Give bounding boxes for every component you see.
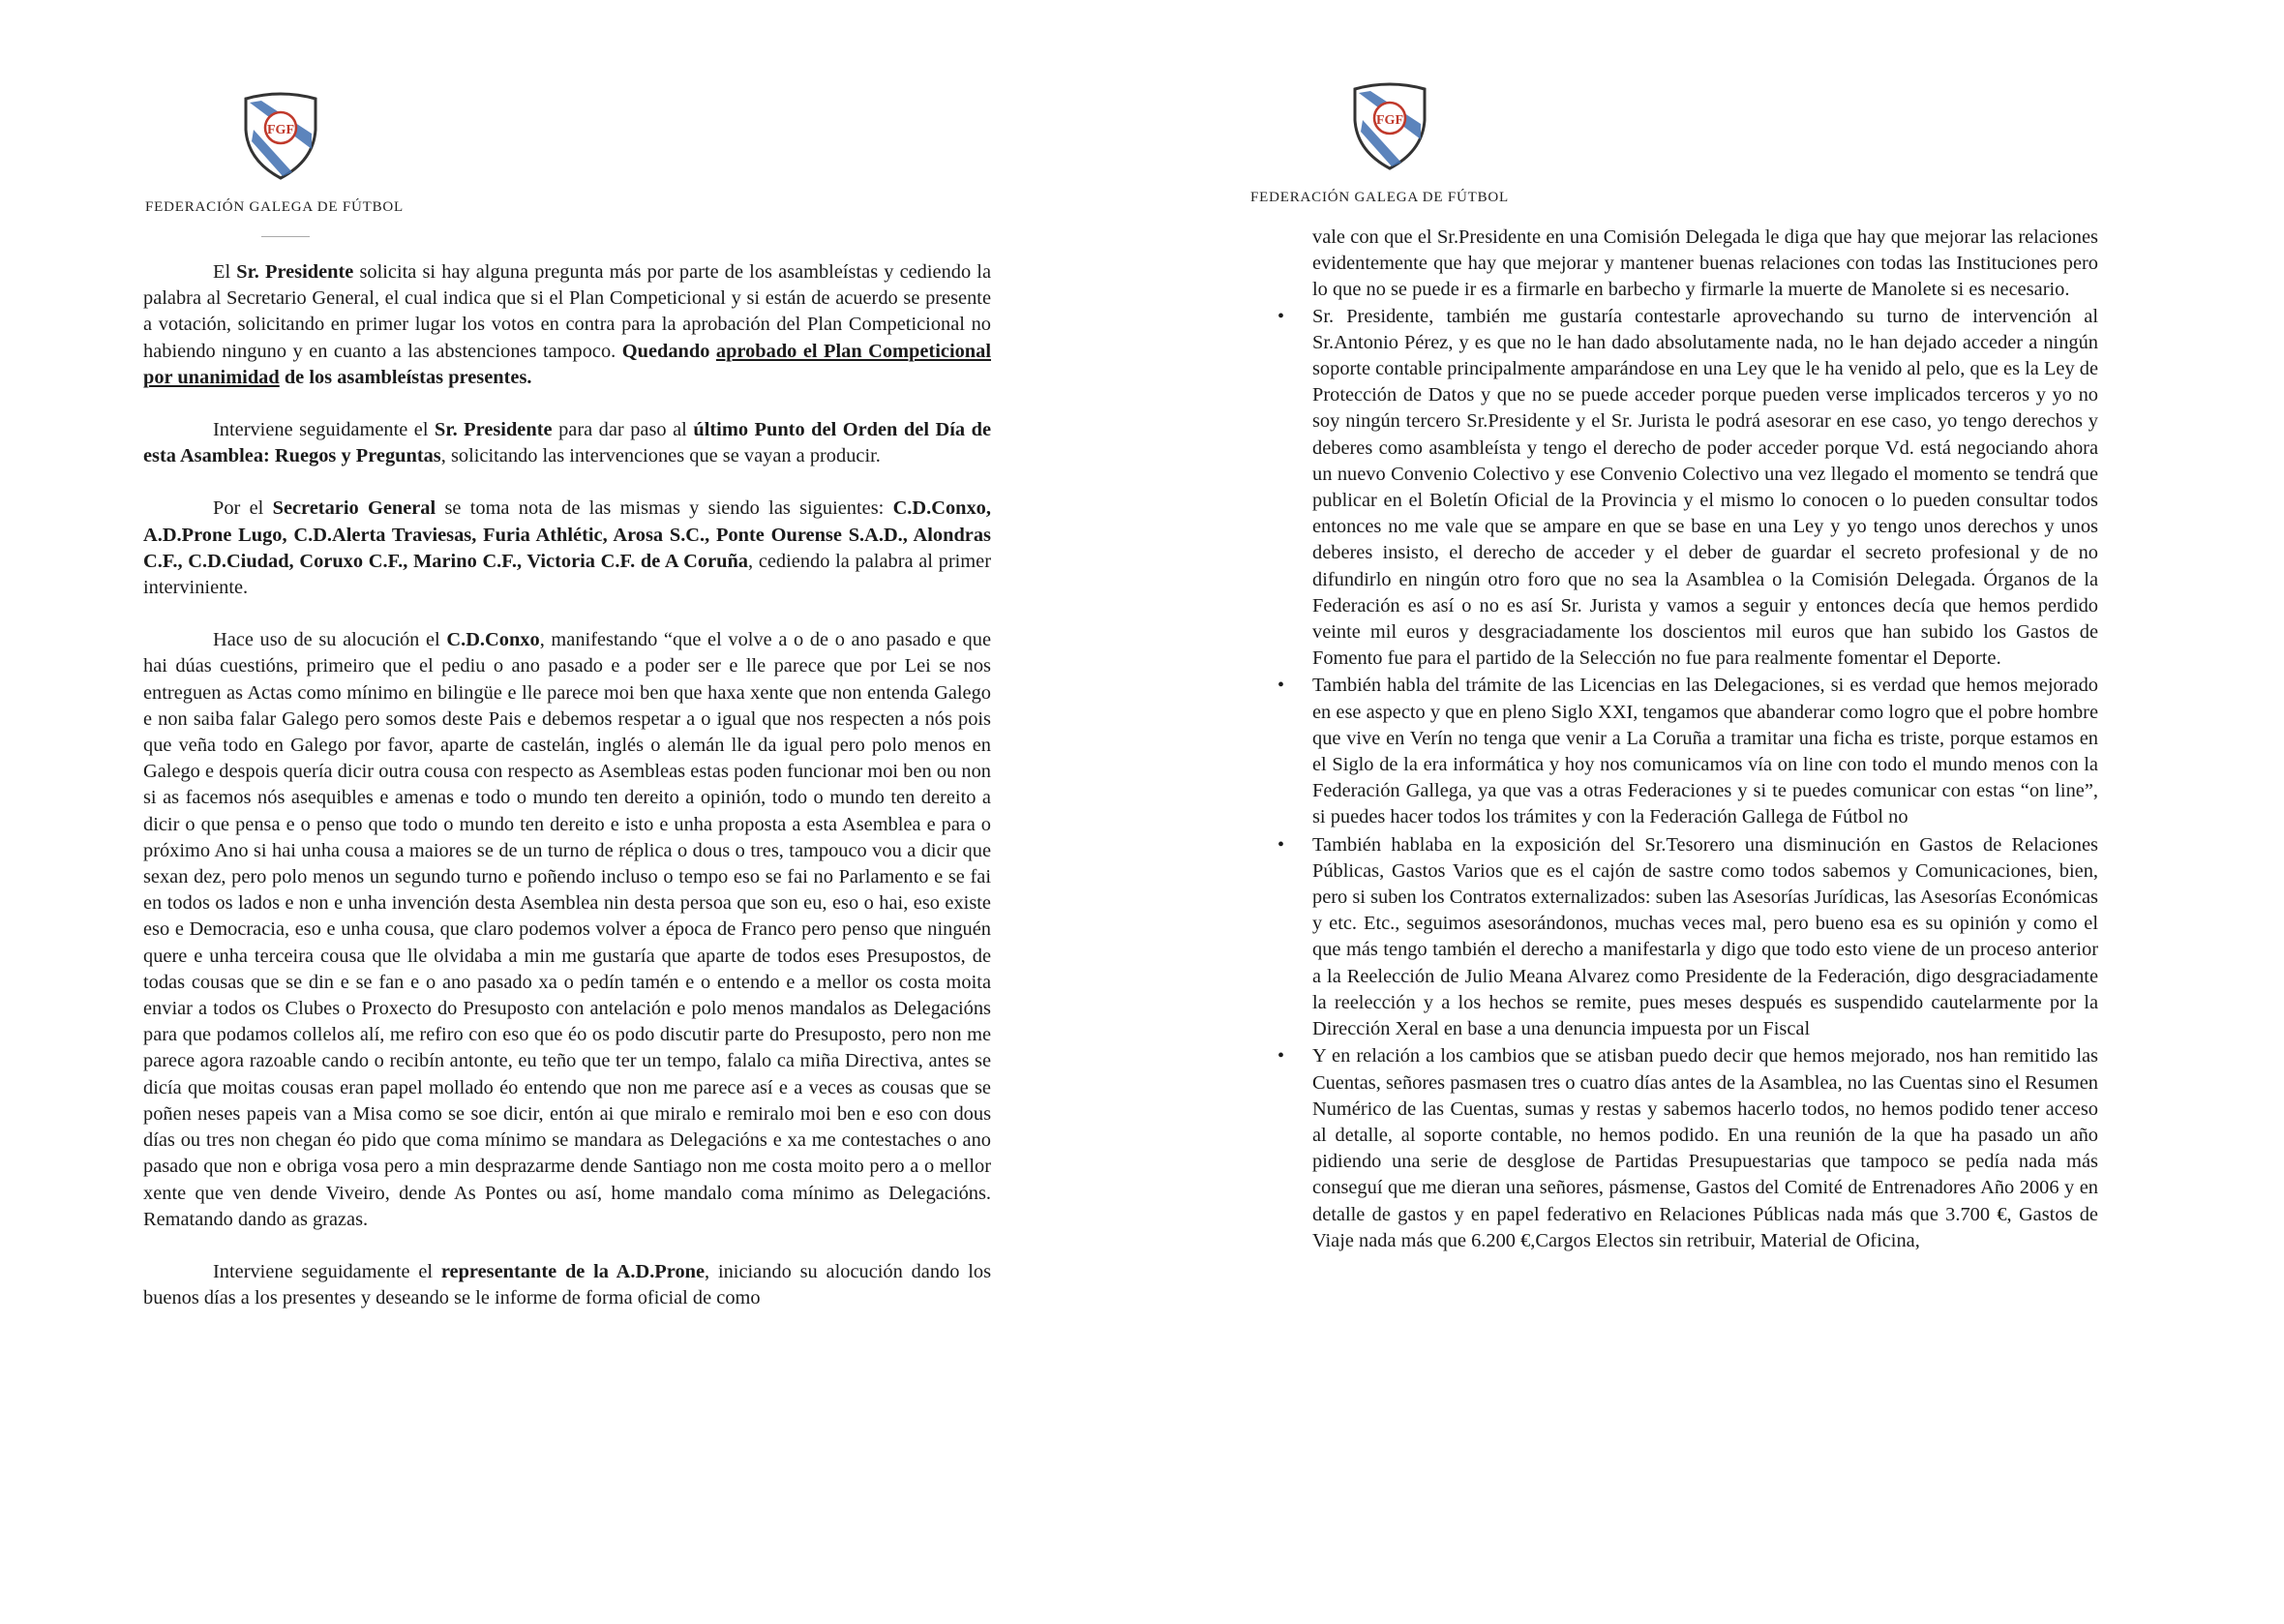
svg-text:FGF: FGF [267, 123, 294, 137]
bullet-icon: • [1277, 1045, 1285, 1068]
paragraph-ruegos-preguntas [143, 417, 991, 469]
shield-icon [1349, 81, 1430, 172]
bullet-icon: • [1277, 675, 1285, 697]
text: Interviene seguidamente el [213, 1260, 441, 1282]
list-item [1277, 673, 2098, 830]
text: Por el [213, 497, 273, 520]
bold-text: C.D.Conxo, A.D.Prone Lugo, C.D.Alerta Traviesas, Furia Athlétic, Arosa S.C., Ponte Ourense S.A.D., Alondras C.F., C.D.Ciudad, Coruxo C.F., Marino C.F., Victoria C.F. de A Coruña [143, 497, 991, 572]
list-item [1277, 304, 2098, 673]
bold-text: Quedando [621, 340, 716, 362]
text: , solicitando las intervenciones que se vayan a producir. [440, 445, 881, 467]
text: , manifestando “que el volve a o de o ano pasado e que hai dúas cuestións, primeiro que el pediu o ano pasado e a poder ser e lle parece que por Lei se nos entreguen as Actas como mínimo en bilingüe e lle parece moi ben que haxa xente que non entenda Galego e non saiba falar Galego pero somos deste Pais e debemos respetar a o igual que nos respecten a nós pois que veña todo en Galego por favor, aparte de castelán, inglés o alemán lle da igual pero polo menos en Galego e despois quería dicir outra cousa con respecto as Asembleas estas poden funcionar moi ben ou non si as facemos nós asequibles e amenas e todo o mundo ten dereito a opinión, todo o mundo ten dereito a dicir o que pensa e o penso que todo o mundo ten dereito e isto e unha proposta a esta Asemblea e para o próximo Ano si hai unha cousa a maiores se de un turno de réplica o dous o tres, tampouco vou a dicir que sexan dez, pero polo menos un segundo turno e poñendo incluso o tempo eso se fai no Parlamento e se fai en todos os lados e non e unha invención desta Asemblea nin desta persoa que son eu, eso o hai, eso existe eso e Democracia, eso e unha cousa, que claro podemos volver a época de Franco pero penso que ninguén quere e unha terceira cousa que lle olvidaba a min me gustaría que aparte de todos eses Presupostos, de todas cousas que se din e se fan e o ano pasado xa o pedín tamén e o entendo e a mellor os costa moita enviar a todos os Clubes o Proxecto do Presuposto con antelación e polo menos mandalos as Delegacións para que podamos collelos alí, me refiro con eso que éo os podo discutir parte do Presuposto, pero non me parece agora razoable cando o recibín antonte, eu teño que ter un tempo, falalo ca miña Directiva, antes se dicía que moitas cousas eran papel mollado éo entendo que non me parece así e a veces as cousas que se poñen neses papeis van a Misa como se soe dicir, entón ai que miralo e remiralo moi ben e eso con dous días ou tres non chegan éo pido que coma mínimo se mandara as Delegacións e xa me contestaches o ano pasado que non e obriga vosa pero a min desprazarme dende Santiago non me costa moito pero a o mellor xente que ven dende Viveiro, dende As Pontes ou así, home mandalo coma mínimo as Delegacións. Rematando dando as grazas. [143, 629, 991, 1230]
org-rule [261, 236, 310, 237]
bold-text: último Punto del Orden del Día de esta Asamblea: Ruegos y Preguntas [143, 419, 991, 467]
text: Hace uso de su alocución el [213, 629, 447, 651]
shield-icon [240, 91, 321, 182]
bullet-list [1277, 304, 2098, 1254]
list-item-text: También hablaba en la exposición del Sr.Tesorero una disminución en Gastos de Relaciones Públicas, Gastos Varios que es el cajón de sastre como todos sabemos y Comunicaciones, bien, pero si suben los Contratos externalizados: suben las Asesorías Jurídicas, las Asesorías Económicas y etc. Etc., seguimos asesorándonos, muchas veces mal, pero bueno esa es su opinión y como el que más tengo también el derecho a manifestarla y digo que todo esto viene de un proceso anterior a la Reelección de Julio Meana Alvarez como Presidente de la Federación, digo desgraciadamente la reelección y a los hechos se remite, pues meses después es suspendido cautelarmente por la Dirección Xeral en base a una denuncia impuesta por un Fiscal [1312, 833, 2098, 1040]
federation-logo [240, 91, 321, 182]
text: , iniciando su alocución dando los buenos días a los presentes y deseando se le informe de forma oficial de como [143, 1260, 992, 1309]
org-name: FEDERACIÓN GALEGA DE FÚTBOL [145, 199, 405, 215]
bold-text: Sr. Presidente [435, 419, 553, 441]
text: para dar paso al [552, 419, 694, 441]
paragraph-plan-competicional [143, 259, 991, 391]
paragraph-intervinientes [143, 496, 991, 601]
text: , cediendo la palabra al primer interviniente. [143, 550, 992, 599]
text: solicita si hay alguna pregunta más por parte de los asambleístas y cediendo la palabra al Secretario General, el cual indica que si el Plan Competicional y si están de acuerdo se presente a votación, solicitando en primer lugar los votos en contra para la aprobación del Plan Competicional no habiendo ninguno y en cuanto a las abstenciones tampoco. [143, 261, 991, 362]
paragraph-prone [143, 1259, 991, 1311]
text: El [213, 261, 237, 283]
bold-text: representante de la A.D.Prone [440, 1260, 706, 1282]
svg-text:FGF: FGF [1376, 113, 1403, 128]
bold-text: Sr. Presidente [236, 261, 354, 283]
bullet-icon: • [1277, 305, 1285, 327]
list-item-text: Y en relación a los cambios que se atisban puedo decir que hemos mejorado, nos han remitido las Cuentas, señores pasmasen tres o cuatro días antes de la Asamblea, no las Cuentas sino el Resumen Numérico de las Cuentas, sumas y restas y sabemos hacerlo todos, no hemos podido tener acceso al detalle, al soporte contable, no hemos podido. En una reunión de la que ha pasado un año pidiendo una serie de desglose de Partidas Presupuestarias que tampoco se pedía nada más conseguí que me dieran una señores, pásmense, Gastos del Comité de Entrenadores Año 2006 y en detalle de gastos y en papel federativo en Relaciones Públicas nada más que 3.700 €, Gastos de Viaje nada más que 6.200 €,Cargos Electos sin retribuir, Material de Oficina, [1312, 1045, 2098, 1251]
bold-text: C.D.Conxo [446, 629, 540, 651]
paragraph-continuation: vale con que el Sr.Presidente en una Comisión Delegada le diga que hay que mejorar las relaciones evidentemente que hay que mejorar y mantener buenas relaciones con todas las Instituciones pero lo que no se puede ir es a firmarle en barbecho y firmarle la muerte de Manolete si es necesario. [1312, 226, 2098, 301]
text: Interviene seguidamente el [213, 419, 436, 441]
list-item-text: También habla del trámite de las Licencias en las Delegaciones, si es verdad que hemos mejorado en ese aspecto y que en pleno Siglo XXI, tengamos que abanderar como logro que el pobre hombre que vive en Verín no tenga que venir a La Coruña a tramitar una ficha es triste, porque estamos en el Siglo de la era informática y hoy nos comunicamos vía on line con todo el mundo menos con la Federación Gallega, ya que vas a otras Federaciones y si te puedes comunicar con estas “on line”, si puedes hacer todos los trámites y con la Federación Gallega de Fútbol no [1312, 675, 2098, 828]
bold-text: Secretario General [272, 497, 436, 520]
underlined-bold-text: aprobado el Plan Competicional por unanimidad [143, 340, 992, 388]
bullet-icon: • [1277, 833, 1285, 856]
paragraph-conxo [143, 627, 991, 1233]
list-item [1277, 1043, 2098, 1254]
text: se toma nota de las mismas y siendo las siguientes: [436, 497, 893, 520]
right-page [1142, 0, 2284, 1624]
bold-text: de los asambleístas presentes. [279, 366, 532, 388]
right-body [1277, 225, 2098, 1255]
list-item [1277, 832, 2098, 1043]
list-item-text: Sr. Presidente, también me gustaría contestarle aprovechando su turno de intervención al Sr.Antonio Pérez, y es que no le han dado absolutamente nada, no le han dejado acceder a ningún soporte contable principalmente amparándose en una Ley que le ha venido al pelo, que es la Ley de Protección de Datos y que no se puede acceder porque pueden verse implicados terceros y yo no soy ningún tercero Sr.Presidente y el Sr. Jurista le podrá asesorar en ese caso, yo tengo derechos y deberes como asambleísta y tengo el derecho de poder acceder porque Vd. está negociando ahora un nuevo Convenio Colectivo y ese Convenio Colectivo una vez llegado el momento se tendrá que publicar en el Boletín Oficial de la Provincia y el mismo lo conocen o lo pueden consultar todos entonces no me vale que se ampare en que se base en una Ley y yo tengo unos derechos y unos deberes insisto, el derecho de acceder y el deber de guardar el secreto profesional y de no difundirlo en ningún otro foro que no sea la Asamblea o la Comisión Delegada. Órganos de la Federación es así o no es así Sr. Jurista y vamos a seguir y entonces decía que hemos perdido veinte mil euros y desgraciadamente los doscientos mil euros que han subido los Gastos de Fomento fue para el partido de la Selección no fue para realmente fomentar el Deporte. [1312, 305, 2098, 670]
org-name: FEDERACIÓN GALEGA DE FÚTBOL [1250, 190, 1510, 205]
federation-logo [1349, 81, 1430, 172]
left-body [143, 259, 991, 1338]
